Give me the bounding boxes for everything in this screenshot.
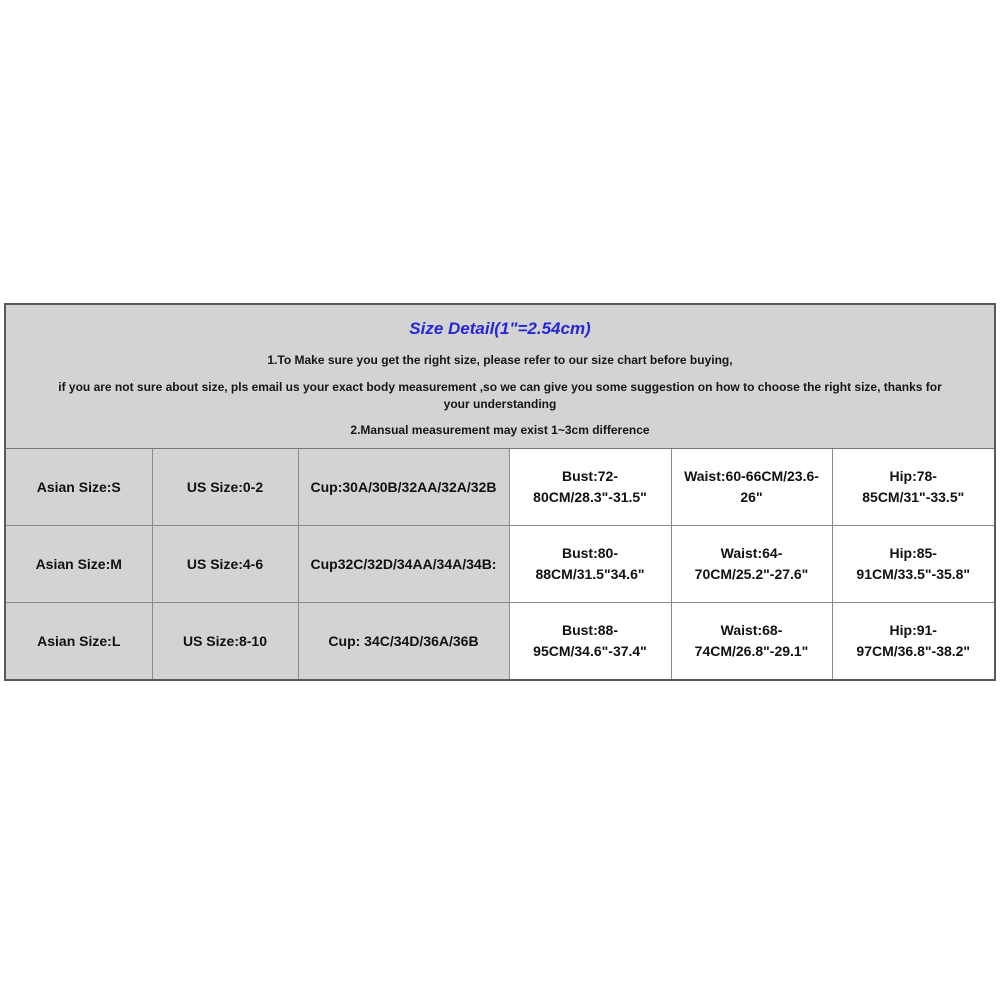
- waist-value-line-1: Waist:64-: [720, 545, 783, 561]
- bust-value-line-1: Bust:88-: [561, 622, 618, 638]
- bust-cell: [509, 449, 671, 526]
- size-chart: [4, 303, 996, 681]
- size-note-2: if you are not sure about size, pls email us your exact body measurement ,so we can give you some suggestion on how to choose the right size, thanks for your understanding: [58, 380, 942, 411]
- hip-cell: [832, 449, 994, 526]
- bust-value-line-1: Bust:80-: [561, 545, 618, 561]
- size-note-1: 1.To Make sure you get the right size, please refer to our size chart before buying,: [267, 353, 733, 367]
- waist-value-line-2: 74CM/26.8"-29.1": [694, 643, 809, 659]
- size-chart-header: [6, 305, 994, 449]
- size-detail-title: Size Detail(1"=2.54cm): [409, 319, 591, 338]
- table-row-m: [6, 526, 994, 603]
- hip-cell: [832, 603, 994, 680]
- hip-value-line-2: 91CM/33.5"-35.8": [856, 566, 971, 582]
- bust-value-line-2: 88CM/31.5"34.6": [535, 566, 645, 582]
- hip-value-line-1: Hip:78-: [889, 468, 937, 484]
- table-row-l: [6, 603, 994, 680]
- asian-size-cell: Asian Size:S: [6, 449, 152, 526]
- cup-size-cell: Cup32C/32D/34AA/34A/34B:: [298, 526, 509, 603]
- asian-size-cell: Asian Size:M: [6, 526, 152, 603]
- waist-value-line-2: 26": [740, 489, 763, 505]
- hip-value-line-1: Hip:85-: [889, 545, 937, 561]
- asian-size-cell: Asian Size:L: [6, 603, 152, 680]
- hip-cell: [832, 526, 994, 603]
- cup-size-cell: Cup: 34C/34D/36A/36B: [298, 603, 509, 680]
- bust-value-line-1: Bust:72-: [561, 468, 618, 484]
- waist-cell: [671, 526, 832, 603]
- bust-cell: [509, 603, 671, 680]
- bust-cell: [509, 526, 671, 603]
- us-size-cell: US Size:8-10: [152, 603, 298, 680]
- waist-value-line-1: Waist:68-: [720, 622, 783, 638]
- cup-size-cell: Cup:30A/30B/32AA/32A/32B: [298, 449, 509, 526]
- us-size-cell: US Size:0-2: [152, 449, 298, 526]
- table-row-s: [6, 449, 994, 526]
- size-table: [6, 449, 994, 679]
- waist-cell: [671, 603, 832, 680]
- waist-value-line-2: 70CM/25.2"-27.6": [694, 566, 809, 582]
- bust-value-line-2: 95CM/34.6"-37.4": [533, 643, 647, 659]
- waist-value-line-1: Waist:60-66CM/23.6-: [684, 468, 819, 484]
- us-size-cell: US Size:4-6: [152, 526, 298, 603]
- hip-value-line-2: 85CM/31"-33.5": [862, 489, 965, 505]
- bust-value-line-2: 80CM/28.3"-31.5": [533, 489, 647, 505]
- hip-value-line-1: Hip:91-: [889, 622, 937, 638]
- waist-cell: [671, 449, 832, 526]
- hip-value-line-2: 97CM/36.8"-38.2": [856, 643, 971, 659]
- size-note-3: 2.Mansual measurement may exist 1~3cm difference: [350, 423, 650, 437]
